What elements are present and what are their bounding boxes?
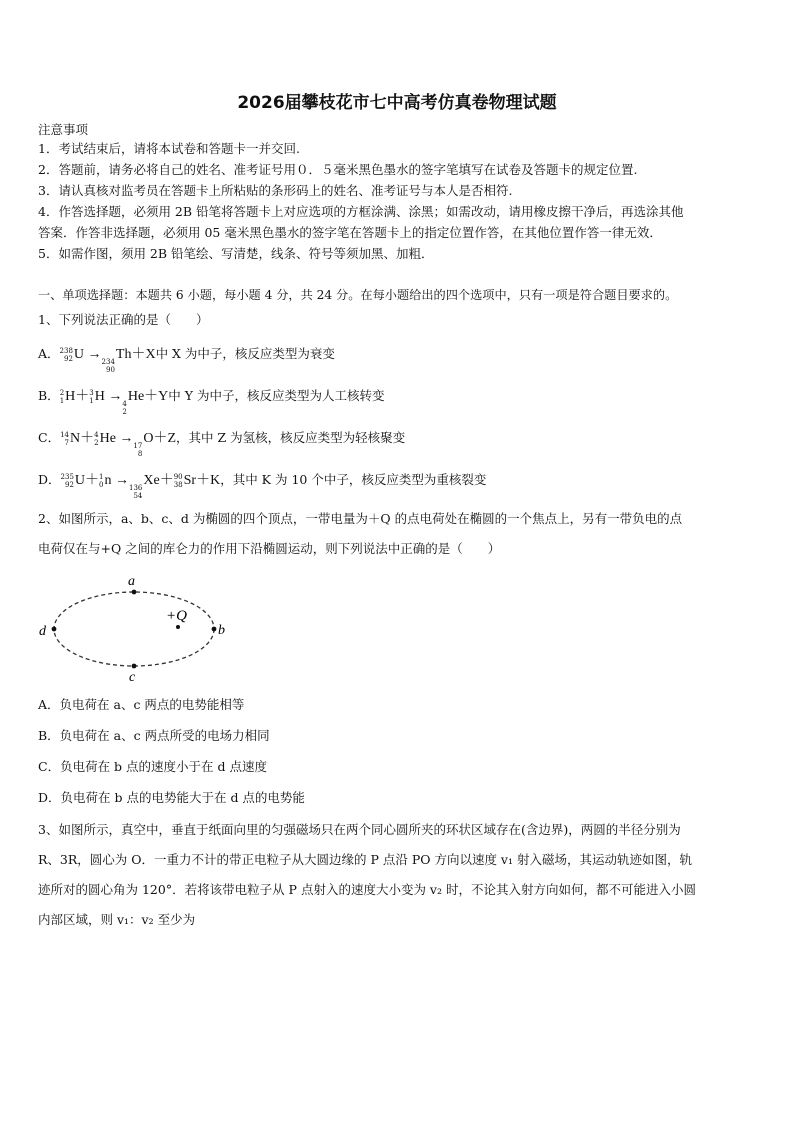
notice-item-2: 2．答题前，请务必将自己的姓名、准考证号用０．５毫米黑色墨水的签字笔填写在试卷及答题卡的规定位置. <box>38 162 638 177</box>
q2-option-d: D．负电荷在 b 点的电势能大于在 d 点的电势能 <box>38 790 305 805</box>
q3-line-2: R、3R，圆心为 O．一重力不计的带正电粒子从大圆边缘的 P 点沿 PO 方向以速度 v₁ 射入磁场，其运动轨迹如图，轨 <box>38 852 692 867</box>
vertex-c-dot <box>132 664 137 669</box>
label-a: a <box>128 574 135 589</box>
q2-option-a: A．负电荷在 a、c 两点的电势能相等 <box>38 697 245 712</box>
equation-d: 235 92 U＋ 1 0 n → 136 54 Xe＋ 90 38 Sr＋K <box>60 472 221 500</box>
q3-line-1: 3、如图所示，真空中，垂直于纸面向里的匀强磁场只在两个同心圆所夹的环状区域存在(含边界)，两圆的半径分别为 <box>38 822 681 837</box>
notice-item-1: 1．考试结束后，请将本试卷和答题卡一并交回. <box>38 141 300 156</box>
q1-option-a: A． 238 92 U → 234 90 Th＋X中 X 为中子，核反应类型为衰变 <box>38 346 335 374</box>
label-d: d <box>39 624 46 639</box>
page-title: 2026届攀枝花市七中高考仿真卷物理试题 <box>237 93 557 113</box>
q2-option-b: B．负电荷在 a、c 两点所受的电场力相同 <box>38 728 270 743</box>
equation-c: 14 7 N＋ 4 2 He → 17 8 O＋Z <box>60 430 177 458</box>
q1-option-d: D． 235 92 U＋ 1 0 n → 136 54 Xe＋ 90 38 Sr＋K，其中 K 为 10 个中子，核反应类型为重核裂变 <box>38 472 487 500</box>
label-charge-q: +Q <box>166 608 187 624</box>
notice-heading: 注意事项 <box>38 122 89 137</box>
q2-stem-line1: 2、如图所示，a、b、c、d 为椭圆的四个顶点，一带电量为＋Q 的点电荷处在椭圆的一个焦点上，另有一带负电的点 <box>38 511 683 526</box>
q1-option-c: C． 14 7 N＋ 4 2 He → 17 8 O＋Z，其中 Z 为氢核，核反应类型为轻核聚变 <box>38 430 406 458</box>
label-c: c <box>129 670 136 683</box>
q2-stem-line2: 电荷仅在与+Q 之间的库仑力的作用下沿椭圆运动，则下列说法中正确的是（ ） <box>38 541 501 556</box>
charge-q-dot <box>176 625 180 629</box>
ellipse-orbit <box>54 592 214 666</box>
q1-option-b: B． 2 1 H＋ 3 1 H → 4 2 He＋Y中 Y 为中子，核反应类型为人工核转变 <box>38 388 385 416</box>
label-b: b <box>218 623 225 638</box>
notice-item-5: 5．如需作图，须用 2B 铅笔绘、写清楚，线条、符号等须加黑、加粗． <box>38 246 434 261</box>
notice-item-3: 3．请认真核对监考员在答题卡上所粘贴的条形码上的姓名、准考证号与本人是否相符. <box>38 183 513 198</box>
notice-item-4-cont: 答案．作答非选择题，必须用 05 毫米黑色墨水的签字笔在答题卡上的指定位置作答，在其他位置作答一律无效． <box>38 225 662 240</box>
vertex-d-dot <box>52 627 57 632</box>
q1-stem: 1、下列说法正确的是（ ） <box>38 312 209 327</box>
equation-b: 2 1 H＋ 3 1 H → 4 2 He＋Y <box>59 388 169 416</box>
notice-item-4: 4．作答选择题，必须用 2B 铅笔将答题卡上对应选项的方框涂满、涂黑；如需改动，请用橡皮擦干净后，再选涂其他 <box>38 204 684 219</box>
section-heading: 一、单项选择题：本题共 6 小题，每小题 4 分，共 24 分。在每小题给出的四个选项中，只有一项是符合题目要求的。 <box>38 288 678 302</box>
equation-a: 238 92 U → 234 90 Th＋X <box>59 346 156 374</box>
vertex-a-dot <box>132 590 137 595</box>
ellipse-figure <box>30 568 240 683</box>
vertex-b-dot <box>212 627 217 632</box>
q2-option-c: C．负电荷在 b 点的速度小于在 d 点速度 <box>38 759 267 774</box>
q3-line-4: 内部区域，则 v₁：v₂ 至少为 <box>38 912 196 927</box>
q3-line-3: 迹所对的圆心角为 120°．若将该带电粒子从 P 点射入的速度大小变为 v₂ 时，不论其入射方向如何，都不可能进入小圆 <box>38 882 696 897</box>
